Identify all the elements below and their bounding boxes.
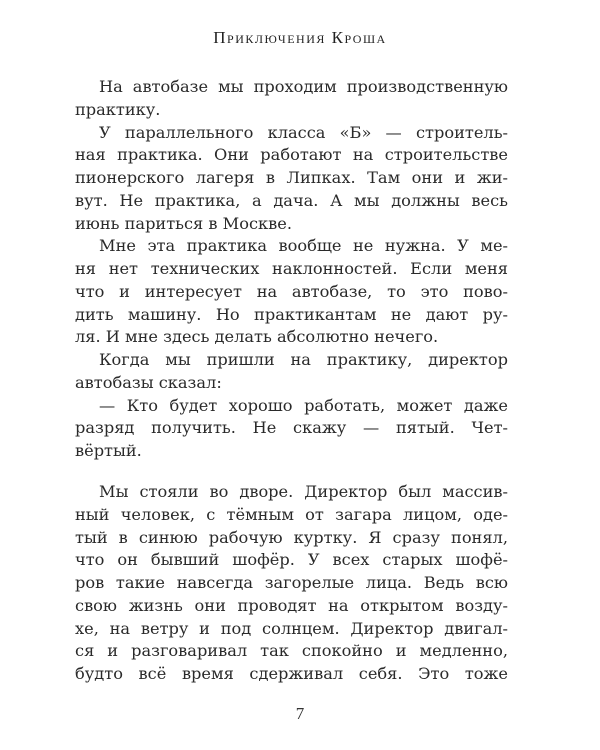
text-line: пионерского лагеря в Липках. Там они и жи- — [75, 168, 508, 187]
text-line: июнь париться в Москве. — [75, 213, 293, 233]
text-line: свою жизнь они проводят на открытом возду- — [75, 595, 508, 615]
text-line: ная практика. Они работают на строительстве — [75, 145, 508, 165]
text-line: вут. Не практика, а дача. А мы должны весь — [75, 190, 508, 210]
text-line: ня нет технических наклонностей. Если меня — [75, 259, 508, 278]
text-line: хе, на ветру и под солнцем. Директор двигал- — [75, 618, 508, 638]
text-line: практику. — [75, 99, 161, 119]
text-line: У параллельного класса «Б» — строитель- — [99, 122, 508, 142]
page-number: 7 — [295, 704, 305, 723]
text-line: ля. И мне здесь делать абсолютно нечего. — [75, 327, 439, 347]
text-line: вёртый. — [75, 441, 142, 460]
text-line: что и интересует на автобазе, то это пово- — [75, 281, 508, 301]
text-line: дить машину. Но практикантам не дают ру- — [75, 304, 508, 324]
text-line: будто всё время сдерживал себя. Это тоже — [75, 664, 508, 683]
text-line: разряд получить. Не скажу — пятый. Чет- — [75, 418, 508, 438]
text-line: Мне эта практика вообще не нужна. У ме- — [99, 236, 508, 256]
text-line: На автобазе мы проходим производственную — [99, 77, 508, 96]
text-line: ров такие навсегда загорелые лица. Ведь всю — [75, 573, 508, 592]
text-line: автобазы сказал: — [75, 372, 222, 392]
text-line: Когда мы пришли на практику, директор — [99, 350, 508, 369]
text-line: что он бывший шофёр. У всех старых шофё- — [75, 550, 508, 570]
text-line: Мы стояли во дворе. Директор был массив- — [99, 482, 508, 501]
running-header: Приключения Кроша — [213, 28, 387, 47]
text-line: — Кто будет хорошо работать, может даже — [99, 395, 508, 415]
text-line: ный человек, с тёмным от загара лицом, оде- — [75, 504, 508, 524]
text-line: ся и разговаривал так спокойно и медленно, — [75, 641, 508, 661]
text-line: тый в синюю рабочую куртку. Я сразу понял, — [75, 527, 508, 547]
